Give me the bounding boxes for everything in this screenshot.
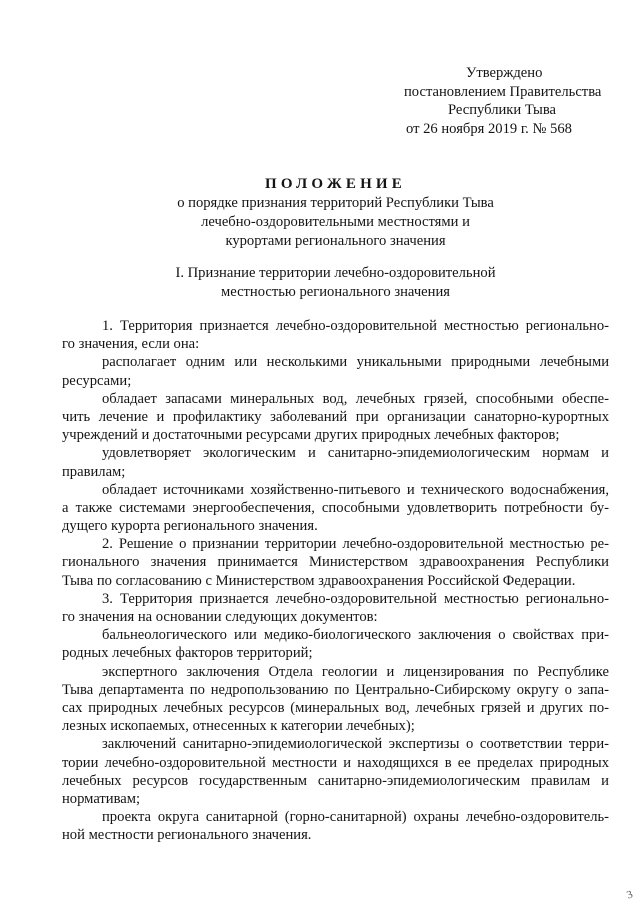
section-heading <box>62 264 609 302</box>
body-line: удовлетворяет экологическим и санитарно-эпидемиологическим нормам и <box>102 445 609 462</box>
body-line: заключений санитарно-эпидемиологической экспертизы о соответствии терри- <box>102 736 609 753</box>
body-line: правилам; <box>62 463 126 480</box>
document-subtitle <box>62 194 609 251</box>
body-line: 1. Территория признается лечебно-оздоровительной местностью регионально- <box>102 318 609 334</box>
body-line: бальнеологического или медико-биологического заключения о свойствах при- <box>102 627 609 644</box>
body-line: го значения, если она: <box>62 336 200 353</box>
section-heading-line: I. Признание территории лечебно-оздоровительной <box>175 265 496 281</box>
body-line: Тыва департамента по недропользованию по Центрально-Сибирскому округу о запа- <box>62 681 609 698</box>
body-line: лезных ископаемых, отнесенных к категории лечебных); <box>62 718 415 735</box>
body-line: лечебных ресурсов государственным санитарно-эпидемиологическим правилам и <box>62 772 609 789</box>
subtitle-line: о порядке признания территорий Республики Тыва <box>177 195 494 211</box>
body-line: учреждений и достаточными ресурсами других природных лечебных факторов; <box>62 427 560 444</box>
body-line: ной местности регионального значения. <box>62 827 312 844</box>
approval-line: от 26 ноября 2019 г. № 568 <box>406 120 572 137</box>
subtitle-line: лечебно-оздоровительными местностями и <box>201 214 470 230</box>
body-line: экспертного заключения Отдела геологии и лицензирования по Республике <box>102 663 609 680</box>
approval-block <box>385 64 615 138</box>
body-line: а также системами энергообеспечения, способными удовлетворить потребности бу- <box>62 499 609 516</box>
page-number-mark: 3 <box>624 888 634 902</box>
body-line: го значения на основании следующих документов: <box>62 609 378 625</box>
body-line: гионального значения принимается Министерством здравоохранения Республики <box>62 554 609 571</box>
body-line: 2. Решение о признании территории лечебно-оздоровительной местностью ре- <box>102 536 609 553</box>
body-line: обладает источниками хозяйственно-питьевого и технического водоснабжения, <box>102 481 609 498</box>
body-line: ресурсами; <box>62 372 132 389</box>
body-line: Тыва по согласованию с Министерством здравоохранения Российской Федерации. <box>62 572 576 589</box>
body-line: проекта округа санитарной (горно-санитарной) охраны лечебно-оздоровитель- <box>102 809 609 826</box>
section-heading-line: местностью регионального значения <box>221 284 450 300</box>
body-line: 3. Территория признается лечебно-оздоровительной местностью регионально- <box>102 590 609 607</box>
body-line: родных лечебных факторов территорий; <box>62 645 313 662</box>
body-line: обладает запасами минеральных вод, лечебных грязей, способными обеспе- <box>102 390 609 407</box>
body-line: чить лечение и профилактику заболеваний при организации санаторно-курортных <box>62 408 609 425</box>
body-line: дущего курорта регионального значения. <box>62 518 318 535</box>
subtitle-line: курортами регионального значения <box>225 233 446 249</box>
body-text <box>62 317 609 844</box>
approval-line: Республики Тыва <box>448 102 557 118</box>
body-line: сах природных лечебных ресурсов (минеральных вод, лечебных грязей и других по- <box>62 699 609 716</box>
body-line: располагает одним или несколькими уникальными природными лечебными <box>102 354 609 371</box>
approval-line: постановлением Правительства <box>404 83 602 100</box>
body-line: нормативам; <box>62 790 141 807</box>
body-line: тории лечебно-оздоровительной местности и находящихся в ее пределах природных <box>62 754 609 771</box>
approval-line: Утверждено <box>466 65 543 81</box>
document-title: ПОЛОЖЕНИЕ <box>264 176 407 192</box>
